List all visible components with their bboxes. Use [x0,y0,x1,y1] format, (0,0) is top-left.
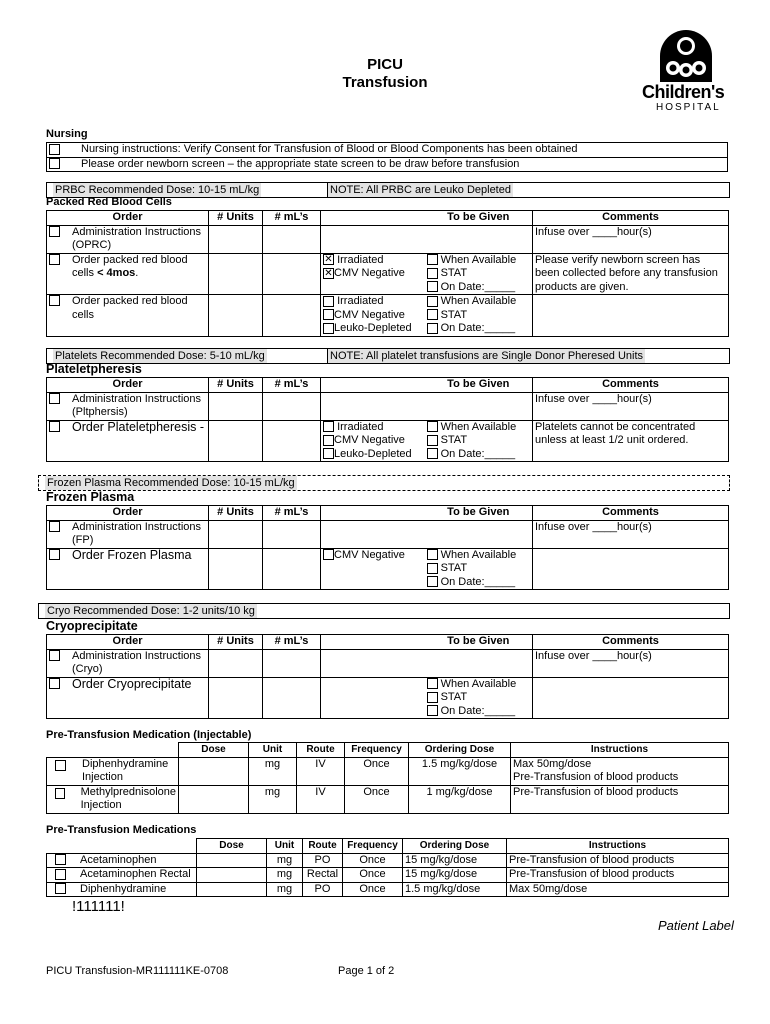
prbc-note: NOTE: All PRBC are Leuko Depleted [327,183,513,197]
prbc-order-checkbox[interactable] [49,295,60,306]
on-date-checkbox[interactable] [427,576,438,587]
platelets-admin-checkbox[interactable] [49,393,60,404]
cryo-row-order: Order Cryoprecipitate [47,677,209,719]
nursing-heading: Nursing [46,128,88,140]
leuko-depleted-checkbox[interactable] [323,448,334,459]
med-oral-row-acetaminophen: Acetaminophen [47,853,197,868]
prbc-heading: Packed Red Blood Cells [46,196,172,208]
cmv-negative-checkbox[interactable] [323,435,334,446]
when-available-checkbox[interactable] [427,549,438,560]
med-oral-heading: Pre-Transfusion Medications [46,824,197,836]
plasma-row-admin: Administration Instructions (FP) [47,520,209,548]
on-date-checkbox[interactable] [427,705,438,716]
cryo-row-admin: Administration Instructions (Cryo) [47,649,209,677]
prbc-under4mos-comment: Please verify newborn screen has been collected before any transfusion products are given. [533,253,729,295]
prbc-col-units: # Units [209,211,263,226]
nursing-item-1-text: Nursing instructions: Verify Consent for Transfusion of Blood or Blood Components has been obtained [81,143,578,155]
cryo-order-checkbox[interactable] [49,678,60,689]
plasma-heading: Frozen Plasma [46,490,135,504]
nursing-checkbox-1[interactable] [49,144,60,155]
med-inj-row-diphenhydramine: Diphenhydramine Injection [47,757,179,785]
on-date-checkbox[interactable] [427,448,438,459]
patient-label: Patient Label [658,918,734,933]
platelets-row-order: Order Plateletpheresis - [47,420,209,462]
plasma-table: Order # Units # mL’s To be Given Comments Administration Instructions (FP) Infuse over ____hour(s) Order Frozen Plasma CMV Negative When Available STAT On Date:_____ [46,505,729,590]
footer-form-id: PICU Transfusion-MR111111KE-0708 [46,965,229,977]
med-oral-checkbox-2[interactable] [55,869,66,880]
logo-text-hospital: HOSPITAL [656,102,721,113]
prbc-admin-comment: Infuse over ____hour(s) [533,225,729,253]
nursing-item-2 [47,157,64,172]
med-inj-table: Dose Unit Route Frequency Ordering Dose Instructions Diphenhydramine Injection mg IV Once 1.5 mg/kg/dose Max 50mg/dose Pre-Transfusion of blood products Methylprednisolone Injection mg IV Once 1 mg/kg/dose Pre-Transfusion of blood products [46,742,729,814]
when-available-checkbox[interactable] [427,678,438,689]
prbc-col-order: Order [47,211,209,226]
prbc-col-mls: # mL’s [263,211,321,226]
hospital-logo [640,28,740,116]
med-oral-table: Dose Unit Route Frequency Ordering Dose Instructions Acetaminophen mg PO Once 15 mg/kg/dose Pre-Transfusion of blood products Acetaminophen Rectal mg Rectal Once 15 mg/kg/dose Pre-Transfusion of blood products Diphenhydramine mg PO Once 1.5 mg/kg/dose Max 50mg/dose [46,838,729,897]
irradiated-checkbox[interactable] [323,421,334,432]
med-oral-row-diphenhydramine: Diphenhydramine [47,882,197,897]
stat-checkbox[interactable] [427,692,438,703]
when-available-checkbox[interactable] [427,296,438,307]
irradiated-checkbox-checked[interactable]: ✕ [324,254,333,266]
logo-text-childrens: Children's [642,82,725,102]
med-inj-checkbox-1[interactable] [55,760,66,771]
plasma-order-checkbox[interactable] [49,549,60,560]
med-oral-checkbox-3[interactable] [55,883,66,894]
stat-checkbox[interactable] [427,563,438,574]
prbc-row-admin [47,225,209,253]
page-title-line2: Transfusion [342,74,428,91]
plasma-row-order: Order Frozen Plasma [47,548,209,590]
cmv-negative-checkbox[interactable] [323,309,334,320]
on-date-checkbox[interactable] [427,323,438,334]
barcode-text: !111111! [72,898,125,915]
platelets-dose-label: Platelets Recommended Dose: 5-10 mL/kg [55,350,265,362]
med-inj-heading: Pre-Transfusion Medication (Injectable) [46,729,252,741]
plasma-admin-checkbox[interactable] [49,521,60,532]
prbc-row-under4mos: Order packed red blood cells < 4mos. [47,253,209,295]
cryo-dose-label: Cryo Recommended Dose: 1-2 units/10 kg [47,605,255,617]
platelets-order-checkbox[interactable] [49,421,60,432]
when-available-checkbox[interactable] [427,254,438,265]
cryo-admin-checkbox[interactable] [49,650,60,661]
prbc-under4mos-checkbox[interactable] [49,254,60,265]
cmv-negative-checkbox[interactable] [323,549,334,560]
irradiated-checkbox[interactable] [323,296,334,307]
page-title-line1: PICU [367,56,403,73]
stat-checkbox[interactable] [427,309,438,320]
platelets-note: NOTE: All platelet transfusions are Single Donor Pheresed Units [327,349,645,363]
platelets-dose-bar [46,348,730,364]
stat-checkbox[interactable] [427,268,438,279]
on-date-checkbox[interactable] [427,281,438,292]
prbc-row-order: Order packed red blood cells [47,295,209,337]
nursing-item-2-text: Please order newborn screen – the appropriate state screen to be draw before transfusion [81,157,520,170]
prbc-admin-checkbox[interactable] [49,226,60,237]
prbc-col-comments: Comments [533,211,729,226]
med-inj-row-methylprednisolone: Methylprednisolone Injection [47,785,179,813]
med-oral-row-acetaminophen-rectal: Acetaminophen Rectal [47,868,197,883]
med-oral-checkbox-1[interactable] [55,854,66,865]
platelets-table: Order # Units # mL’s To be Given Comments Administration Instructions (Pltphersis) Infuse over ____hour(s) Order Plateletpheresis - Irradiated CMV Negative Leuko-Depleted When Available STAT On Date:_____ Platelets cannot be concentrated unless at least 1/2 unit ordered. [46,377,729,462]
platelets-heading: Plateletpheresis [46,362,142,376]
leuko-depleted-checkbox[interactable] [323,323,334,334]
cryo-heading: Cryoprecipitate [46,619,138,633]
plasma-dose-bar [38,475,730,491]
cryo-dose-bar [38,603,730,619]
opt-irradiated: Irradiated [337,253,384,266]
stat-checkbox[interactable] [427,435,438,446]
nursing-checkbox-2[interactable] [49,158,60,169]
prbc-col-opts [321,211,425,226]
cryo-table: Order # Units # mL’s To be Given Comments Administration Instructions (Cryo) Infuse over ____hour(s) Order Cryoprecipitate When Available STAT On Date:_____ [46,634,729,719]
when-available-checkbox[interactable] [427,421,438,432]
logo-emblem-icon [656,28,716,86]
cmv-negative-checkbox-checked[interactable]: ✕ [324,267,333,279]
prbc-dose-label: PRBC Recommended Dose: 10-15 mL/kg [55,184,260,196]
opt-cmv-negative: CMV Negative [334,267,405,279]
footer-page-number: Page 1 of 2 [338,965,395,977]
nursing-table [46,142,728,172]
plasma-dose-label: Frozen Plasma Recommended Dose: 10-15 mL/kg [47,477,295,489]
med-inj-checkbox-2[interactable] [55,788,65,799]
platelets-row-admin: Administration Instructions (Pltphersis) [47,392,209,420]
prbc-col-given: To be Given [425,211,533,226]
prbc-admin-text: Administration Instructions (OPRC) [72,225,201,251]
prbc-table: Order # Units # mL’s To be Given Comments Administration Instructions (OPRC) Infuse over ____hour(s) Order packed red blood cells < 4mos. ✕ Irradiated ✕CMV Negative When Available STAT On Date:_____ Please verify newborn screen has been collected before any transfusion products are given. Order packed red blood cells Irradiated CMV Negative Leuko-Depleted When Available STAT On Date:_____ [46,210,729,337]
nursing-item-1 [47,143,64,158]
